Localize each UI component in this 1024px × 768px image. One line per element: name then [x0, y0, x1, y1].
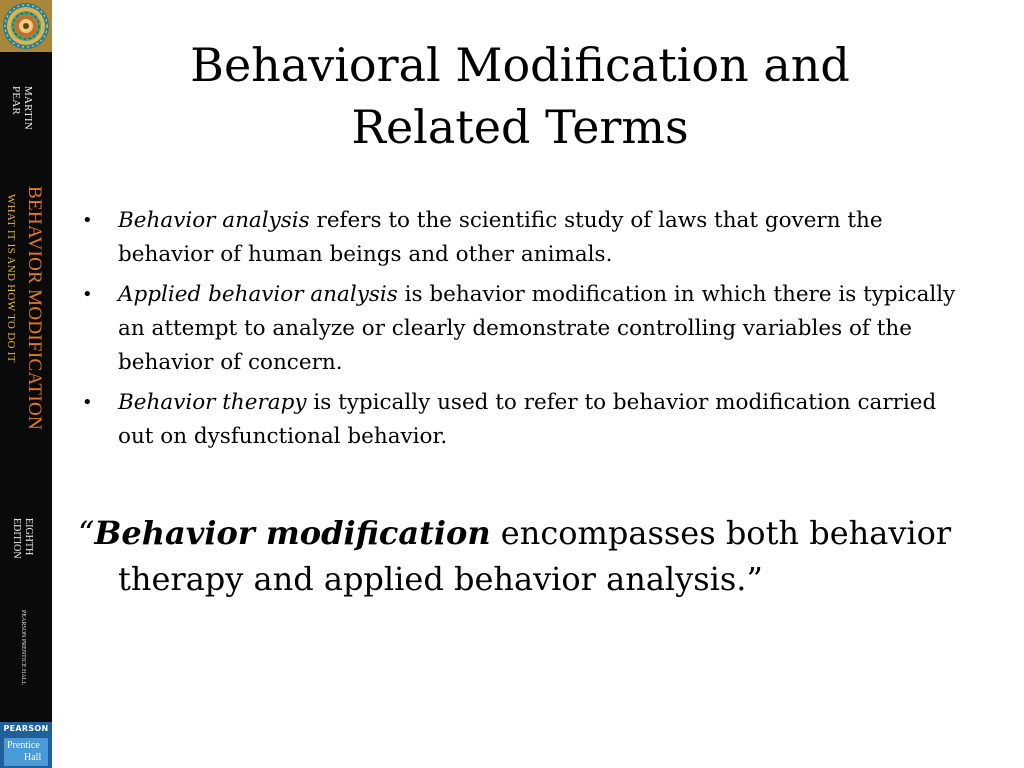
bullet-icon: •	[82, 210, 93, 231]
bullet-icon: •	[82, 284, 93, 305]
book-publisher: PEARSON PRENTICE HALL	[20, 610, 26, 686]
summary-quote	[78, 510, 1018, 602]
list-item	[78, 386, 978, 454]
list-item	[78, 204, 978, 272]
pearson-logo	[0, 722, 52, 768]
book-title: BEHAVIOR MODIFICATION	[24, 186, 45, 430]
definition-term: Applied behavior analysis	[118, 282, 398, 307]
definition-term: Behavior analysis	[118, 208, 310, 233]
pearson-label: PEARSON	[3, 724, 49, 733]
book-cover-art-icon	[0, 0, 52, 52]
prentice-hall-badge	[4, 738, 48, 766]
definition-term: Behavior therapy	[118, 390, 307, 415]
definition-text: is behavior modification in which there is typically an attempt to analyze or clearly demonstrate controlling variables of the behavior of concern.	[118, 282, 956, 375]
book-authors: MARTIN PEAR	[10, 86, 34, 130]
quote-key-term: Behavior modification	[94, 514, 491, 552]
book-spine-sidebar	[0, 0, 52, 768]
definition-text: is typically used to refer to behavior modification carried out on dysfunctional behavior.	[118, 390, 937, 449]
badge-line-2: Hall	[24, 752, 42, 763]
badge-line-1: Prentice	[7, 740, 40, 751]
bullet-icon: •	[82, 392, 93, 413]
definition-list	[78, 204, 978, 460]
quote-text: encompasses both behavior therapy and applied behavior analysis.”	[118, 514, 952, 598]
quote-open-mark: “	[78, 514, 95, 552]
list-item	[78, 278, 978, 380]
slide-title: Behavioral Modification and Related Terms	[190, 38, 850, 154]
book-subtitle: WHAT IT IS AND HOW TO DO IT	[5, 194, 17, 363]
book-edition: EIGHTH EDITION	[11, 518, 34, 559]
definition-text: refers to the scientific study of laws that govern the behavior of human beings and other animals.	[118, 208, 883, 267]
